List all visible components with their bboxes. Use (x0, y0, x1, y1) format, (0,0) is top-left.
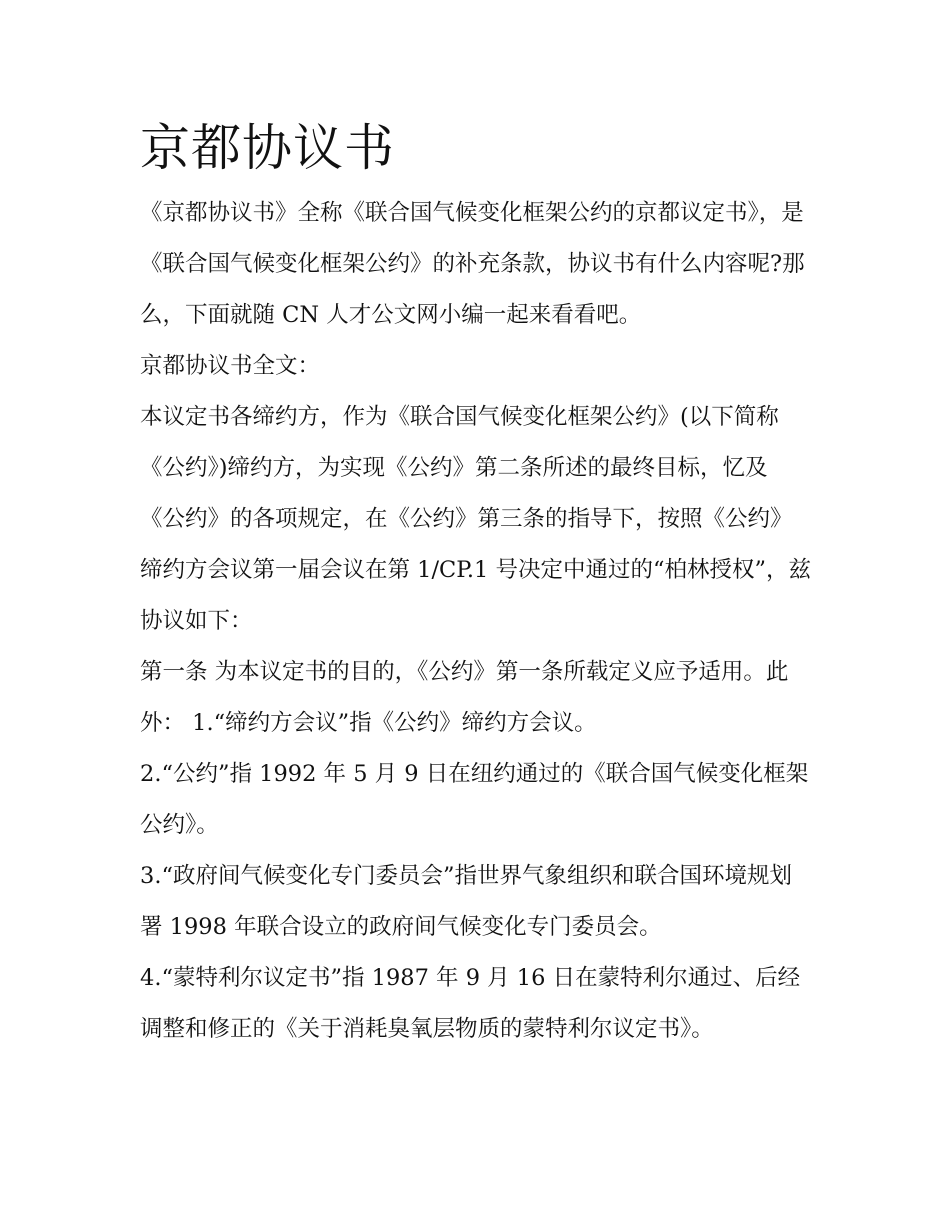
paragraph-intro: 《京都协议书》全称《联合国气候变化框架公约的京都议定书》，是《联合国气候变化框架公约》的补充条款，协议书有什么内容呢?那么，下面就随 CN 人才公文网小编一起来看看吧。 (140, 200, 805, 328)
paragraph-definition-3: 3.“政府间气候变化专门委员会”指世界气象组织和联合国环境规划署 1998 年联合设立的政府间气候变化专门委员会。 (140, 863, 792, 940)
paragraph-fulltext-heading: 京都协议书全文： (140, 353, 321, 379)
paragraph-article-1: 第一条 为本议定书的目的，《公约》第一条所载定义应予适用。此外： 1.“缔约方会议”指《公约》缔约方会议。 (140, 659, 789, 736)
document-body (140, 108, 812, 1055)
document-title: 京都协议书 (140, 119, 395, 177)
paragraph-definition-2: 2.“公约”指 1992 年 5 月 9 日在纽约通过的《联合国气候变化框架公约》。 (140, 761, 809, 838)
paragraph-definition-4: 4.“蒙特利尔议定书”指 1987 年 9 月 16 日在蒙特利尔通过、后经调整和修正的《关于消耗臭氧层物质的蒙特利尔议定书》。 (140, 965, 801, 1042)
paragraph-preamble: 本议定书各缔约方，作为《联合国气候变化框架公约》(以下简称《公约》)缔约方，为实现《公约》第二条所述的最终目标，忆及《公约》的各项规定，在《公约》第三条的指导下，按照《公约》缔约方会议第一届会议在第 1/CP.1 号决定中通过的“柏林授权”，兹协议如下： (140, 404, 811, 634)
